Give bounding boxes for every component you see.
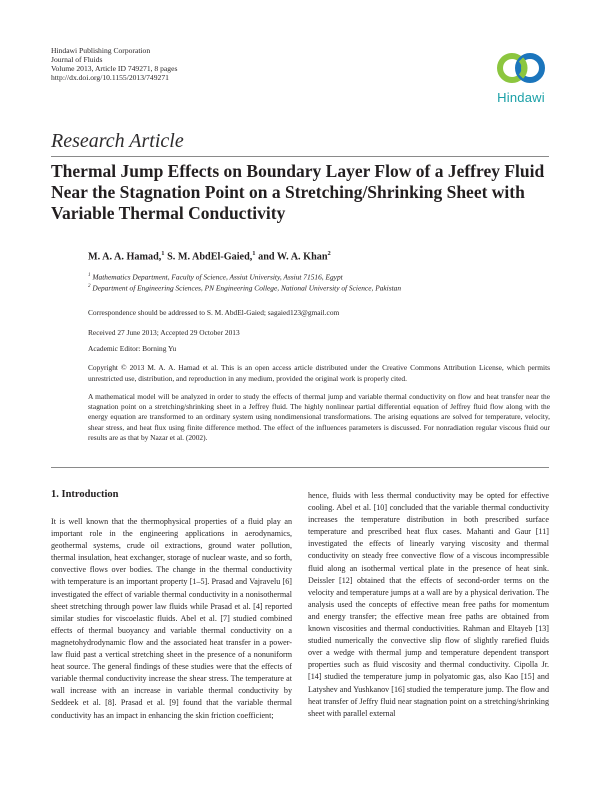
logo-text: Hindawi [497, 90, 545, 105]
publisher-name: Hindawi Publishing Corporation [51, 46, 151, 55]
title-divider [51, 156, 549, 157]
paper-title [51, 161, 551, 224]
received-accepted-dates: Received 27 June 2013; Accepted 29 October 2013 [88, 328, 240, 337]
author-affiliation-mark: 2 [327, 250, 331, 257]
section-heading: 1. Introduction [51, 489, 119, 500]
abstract-divider [51, 467, 549, 468]
academic-editor: Academic Editor: Borning Yu [88, 344, 177, 353]
body-column-left: It is well known that the thermophysical properties of a fluid play an important role in the engineering applications in aerodynamics, geothermal systems, crude oil extractions, ground water pollution, thermal insulation, heat exchanger, storage of nuclear waste, and so forth, convective flows over bodies. The change in the thermal conductivity with temperature is an important property [1–5]. Prasad and Vajravelu [6] investigated the effect of variable thermal conductivity in a nonisothermal sheet stretching through power law fluids while Prasad et al. [4] reported similar studies for viscoelastic fluids. Abel et al. [7] studied combined effects of thermal buoyancy and variable thermal conductivity on a magnetohydrodynamic flow and the associated heat transfer in a power-law fluid past a vertical stretching sheet in the presence of a nonuniform heat source. The general findings of these studies were that the effects of variable thermal conductivity increase the shear stress. The temperature at wall increase with an increase in variable thermal conductivity by Seddeek et al. [8]. Prasad et al. [9] found that the variable thermal conductivity has an impact in enhancing the skin friction coefficient; [51, 517, 292, 720]
affiliation-item [88, 282, 401, 293]
affiliation-item [88, 271, 401, 282]
article-type: Research Article [51, 130, 184, 152]
journal-name: Journal of Fluids [51, 55, 103, 64]
hindawi-logo [492, 49, 550, 105]
affiliation-text: Mathematics Department, Faculty of Science, Assiut University, Assiut 71516, Egypt [92, 272, 343, 282]
author-name: M. A. A. Hamad, [88, 251, 162, 263]
affiliation-number: 1 [88, 273, 91, 278]
author-affiliation-mark: 1 [161, 250, 165, 257]
hindawi-logo-mark [492, 49, 550, 87]
title-line: Near the Stagnation Point on a Stretching/Shrinking Sheet with [51, 182, 525, 202]
volume-info: Volume 2013, Article ID 749271, 8 pages [51, 64, 178, 73]
affiliation-text: Department of Engineering Sciences, PN Engineering College, National University of Science, Pakistan [92, 283, 402, 293]
correspondence-note: Correspondence should be addressed to S. M. AbdEl-Gaied; sagaied123@gmail.com [88, 308, 340, 317]
affiliation-number: 2 [88, 284, 91, 290]
title-line: Variable Thermal Conductivity [51, 203, 286, 223]
author-name: S. M. AbdEl-Gaied, [167, 251, 253, 263]
journal-header [51, 46, 177, 82]
copyright-notice: Copyright © 2013 M. A. A. Hamad et al. This is an open access article distributed under the Creative Commons Attribution License, which permits unrestricted use, distribution, and reproduction in any medium, provided the original work is properly cited. [88, 363, 550, 384]
author-name: W. A. Khan [276, 251, 328, 263]
author-affiliation-mark: 1 [252, 250, 256, 257]
author-list [88, 250, 331, 262]
doi-link[interactable]: http://dx.doi.org/10.1155/2013/749271 [51, 73, 169, 82]
title-line: Thermal Jump Effects on Boundary Layer Flow of a Jeffrey Fluid [51, 161, 545, 181]
body-column-right: hence, fluids with less thermal conductivity may be opted for effective cooling. Abel et al. [10] concluded that the variable thermal conductivity increases the temperature distribution in both prescribed surface temperature and prescribed heat flux cases. Mahanti and Gaur [11] investigated the effects of linearly varying viscosity and thermal conductivity on steady free convective flow of a viscous incompressible fluid along an isothermal vertical plate in the presence of heat sink. Deissler [12] obtained that the effects of second-order terms on the velocity and temperature jumps at a wall are by a physical derivation. The analysis used the concepts of effective mean free paths for momentum and energy transfer; the effective mean free paths are obtained from known viscosities and thermal conductivities. Rahman and Eltayeb [13] studied numerically the convective slip flow of slightly rarefied fluids over a wedge with thermal jump and temperature dependent transport properties such as fluid viscosity and thermal conductivity. Cipolla Jr. [14] studied the temperature jump in polyatomic gas, also Kao [15] and Latyshev and Yushkanov [16] studied the temperature jump. The flow and heat transfer of Jeffry fluid near stagnation point on a stretching/shrinking sheet with parallel external [308, 491, 549, 718]
abstract-text: A mathematical model will be analyzed in order to study the effects of thermal jump and variable thermal conductivity on flow and heat transfer near the stagnation point on a stretching/shrinking sheet in a Jeffrey fluid. The highly nonlinear partial differential equation of Jeffrey fluid flow along with the energy equation are transformed to an ordinary system using nondimensional transformations. The arising equations are solved for temperature, velocity, shear stress, and heat flux using finite difference method. The effect of the influences parameters is discussed. For nonradiation regular viscous fluid our results are as that by Nazar et al. (2002). [88, 392, 550, 442]
affiliations [88, 271, 401, 294]
author-conjunction: and [258, 251, 275, 263]
